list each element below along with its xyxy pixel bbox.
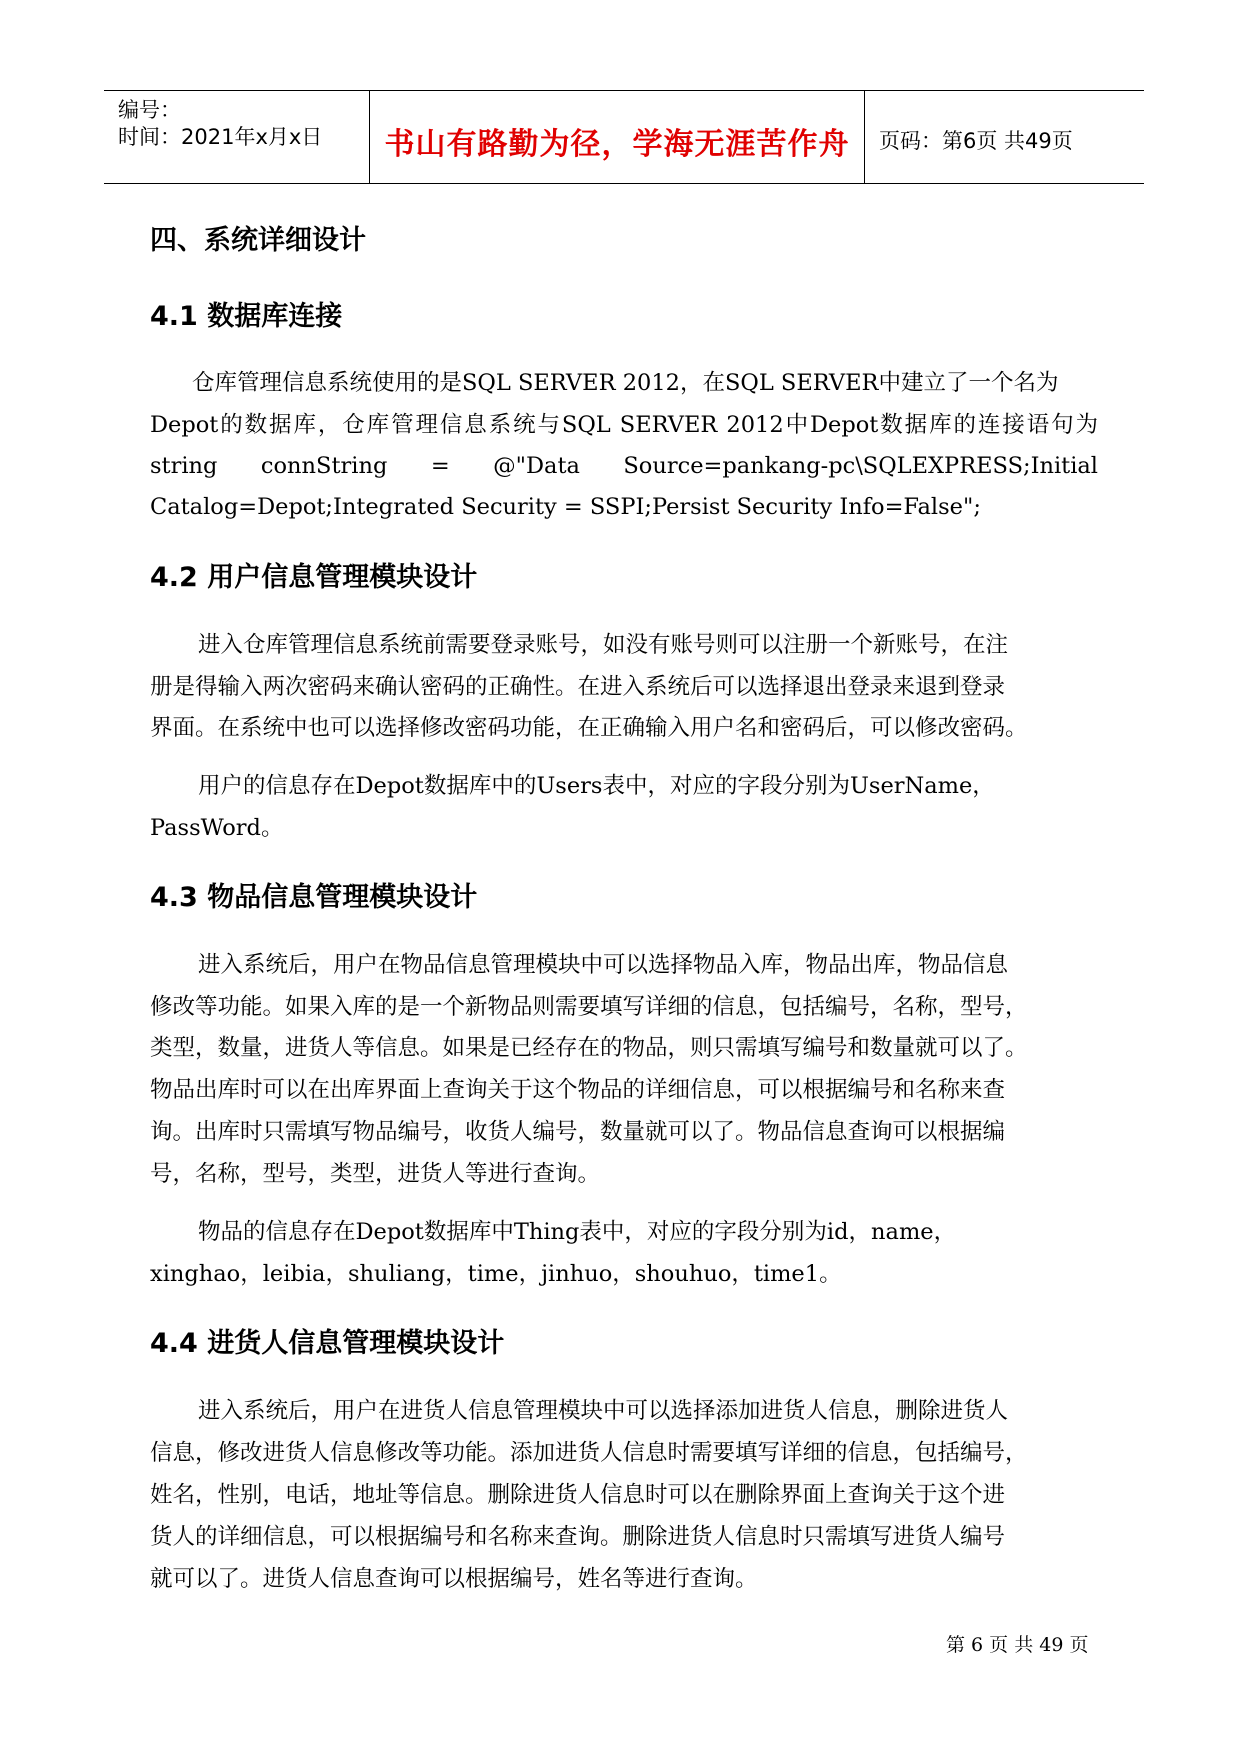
paragraph-line: 物品出库时可以在出库界面上查询关于这个物品的详细信息，可以根据编号和名称来查: [150, 1077, 1006, 1103]
paragraph-line: 进入系统后，用户在物品信息管理模块中可以选择物品入库，物品出库，物品信息: [198, 952, 1009, 978]
subsection-title-4-4: 4.4 进货人信息管理模块设计: [150, 1328, 505, 1359]
header-motto: 书山有路勤为径，学海无涯苦作舟: [384, 127, 850, 162]
document-number-label: 编号：: [118, 98, 181, 122]
paragraph-line: 货人的详细信息，可以根据编号和名称来查询。删除进货人信息时只需填写进货人编号: [150, 1524, 1006, 1550]
paragraph-line: 进入仓库管理信息系统前需要登录账号，如没有账号则可以注册一个新账号，在注: [198, 632, 1009, 658]
paragraph-line: xinghao，leibia，shuliang，time，jinhuo，shouhuo，time1。: [150, 1261, 842, 1287]
header-page-info: 页码：第6页 共49页: [879, 129, 1073, 153]
document-time-label: 时间：2021年x月x日: [118, 125, 323, 149]
paragraph-line: 册是得输入两次密码来确认密码的正确性。在进入系统后可以选择退出登录来退到登录: [150, 674, 1006, 700]
paragraph-line: 物品的信息存在Depot数据库中Thing表中，对应的字段分别为id，name，: [198, 1219, 957, 1245]
section-title: 四、系统详细设计: [150, 225, 366, 256]
header-meta-cell: [104, 91, 370, 183]
paragraph-line: Depot的数据库，仓库管理信息系统与SQL SERVER 2012中Depot数据库的连接语句为: [150, 412, 1098, 438]
paragraph-line: 询。出库时只需填写物品编号，收货人编号，数量就可以了。物品信息查询可以根据编: [150, 1119, 1006, 1145]
paragraph-line: 界面。在系统中也可以选择修改密码功能，在正确输入用户名和密码后，可以修改密码。: [150, 715, 1028, 741]
paragraph-line: 进入系统后，用户在进货人信息管理模块中可以选择添加进货人信息，删除进货人: [198, 1398, 1009, 1424]
paragraph-line: string connString = @"Data Source=pankang-pc\SQLEXPRESS;Initial: [150, 453, 1098, 479]
paragraph-line: 信息，修改进货人信息修改等功能。添加进货人信息时需要填写详细的信息，包括编号，: [150, 1440, 1028, 1466]
paragraph-line: 仓库管理信息系统使用的是SQL SERVER 2012，在SQL SERVER中建立了一个名为: [192, 370, 1059, 396]
paragraph-line: 姓名，性别，电话，地址等信息。删除进货人信息时可以在删除界面上查询关于这个进: [150, 1482, 1006, 1508]
paragraph-line: Catalog=Depot;Integrated Security = SSPI;Persist Security Info=False";: [150, 494, 981, 520]
header-motto-cell: [370, 91, 865, 183]
paragraph-line: 就可以了。进货人信息查询可以根据编号，姓名等进行查询。: [150, 1566, 758, 1592]
paragraph-line: 修改等功能。如果入库的是一个新物品则需要填写详细的信息，包括编号，名称，型号，: [150, 994, 1028, 1020]
paragraph-line: PassWord。: [150, 815, 284, 841]
subsection-title-4-2: 4.2 用户信息管理模块设计: [150, 562, 478, 593]
paragraph-line: 号，名称，型号，类型，进货人等进行查询。: [150, 1161, 601, 1187]
header-page-cell: [865, 91, 1144, 183]
subsection-title-4-1: 4.1 数据库连接: [150, 301, 343, 332]
paragraph-line: 用户的信息存在Depot数据库中的Users表中，对应的字段分别为UserName，: [198, 773, 995, 799]
page-header: [104, 90, 1144, 184]
subsection-title-4-3: 4.3 物品信息管理模块设计: [150, 882, 478, 913]
paragraph-line: 类型，数量，进货人等信息。如果是已经存在的物品，则只需填写编号和数量就可以了。: [150, 1035, 1028, 1061]
page-footer: 第 6 页 共 49 页: [946, 1634, 1089, 1656]
